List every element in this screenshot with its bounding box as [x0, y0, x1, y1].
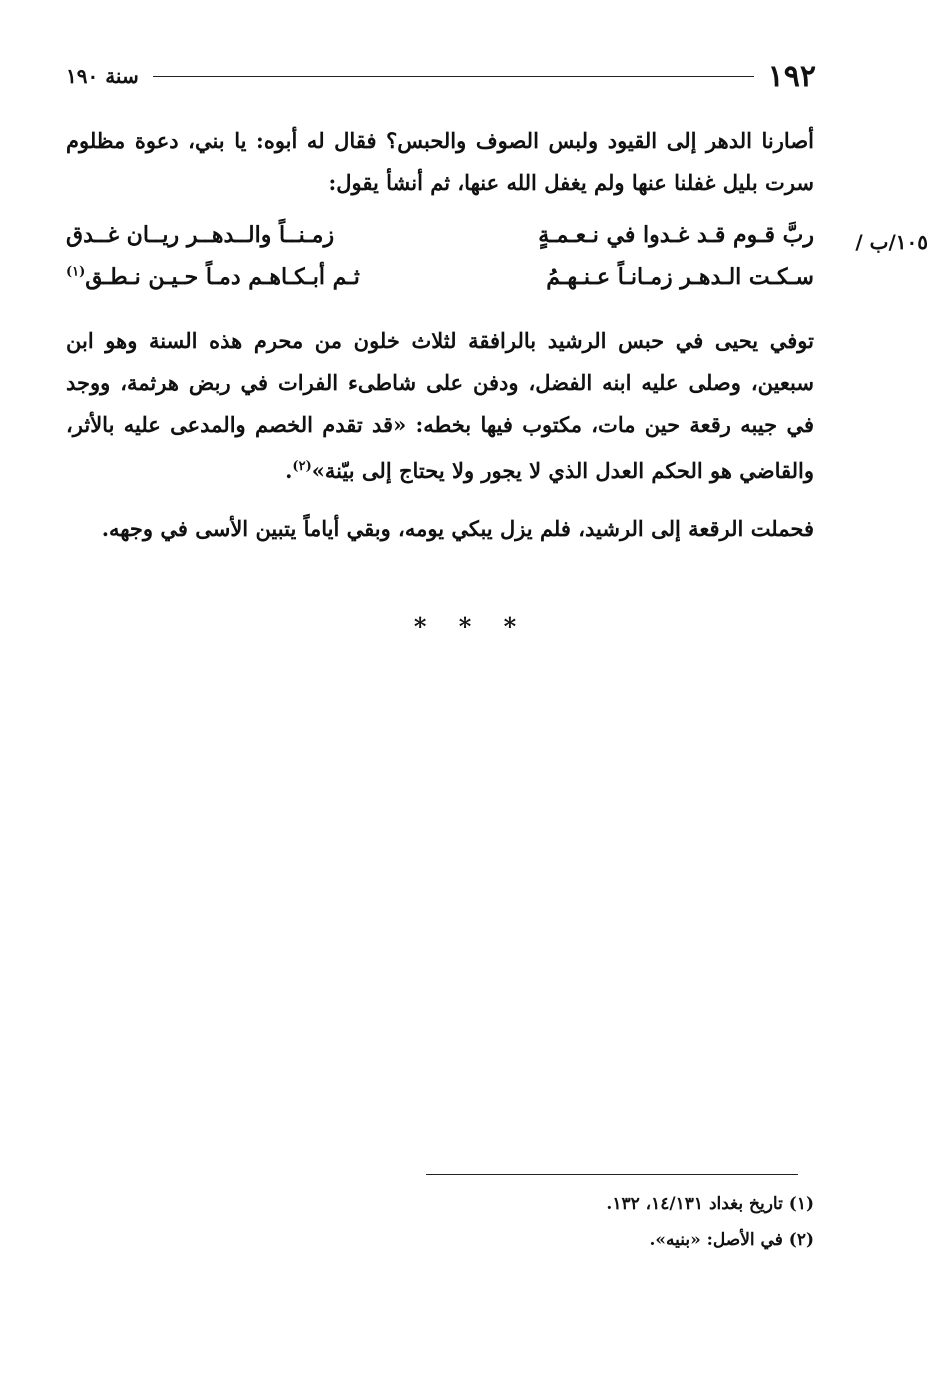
verse-line-1-second-hemistich: زمـنــاً والــدهــر ريــان غــدق [66, 222, 335, 248]
footnote-ref-2: (٢) [292, 459, 312, 474]
verse-manuscript-ref: ١٠٥/ب / [855, 230, 928, 254]
verse-line-1-first-hemistich: ربَّ قـوم قـد غـدوا في نـعـمـةٍ [538, 222, 814, 248]
section-separator: * * * [413, 612, 529, 641]
verse-line-2-second-hemistich [66, 264, 360, 306]
year-label: سنة ١٩٠ [66, 64, 139, 88]
footnote-2: (٢) في الأصل: «بنيه». [649, 1230, 814, 1250]
verse-line-2 [66, 264, 814, 306]
header-rule [153, 76, 754, 77]
paragraph-2-end: . [285, 458, 293, 483]
page-number: ١٩٢ [767, 58, 816, 94]
paragraph-2-text: توفي يحيى في حبس الرشيد بالرافقة لثلاث خلون من محرم هذه السنة وهو ابن سبعين، وصلى عليه ابنه الفضل، ودفن على شاطىء الفرات في ربض هرثمة، ووجد في جيبه رقعة حين مات، مكتوب فيها بخطه: «قد تقدم الخصم والمدعى عليه بالأثر، والقاضي هو الحكم العدل الذي لا يجور ولا يحتاج إلى بيّنة» [66, 328, 814, 483]
footnote-ref-1: (١) [66, 264, 86, 280]
footnote-rule [426, 1174, 798, 1175]
verse-line-2-first-hemistich: سـكـت الـدهـر زمـانـاً عـنـهـمُ [546, 264, 814, 290]
footnote-1: (١) تاريخ بغداد ١٤/١٣١، ١٣٢. [606, 1194, 814, 1214]
paragraph-2 [66, 320, 814, 492]
verse-line-2-second-hemistich-text: ثـم أبـكـاهـم دمـاً حـيـن نـطـق [85, 264, 360, 290]
paragraph-1: أصارنا الدهر إلى القيود ولبس الصوف والحبس؟ فقال له أبوه: يا بني، دعوة مظلوم سرت بليل غفلنا عنها ولم يغفل الله عنها، ثم أنشأ يقول: [66, 128, 814, 195]
paragraph-3: فحملت الرقعة إلى الرشيد، فلم يزل يبكي يومه، وبقي أياماً يتبين الأسى في وجهه. [101, 516, 814, 541]
page-header [66, 56, 816, 96]
verse-line-1 [66, 222, 814, 264]
